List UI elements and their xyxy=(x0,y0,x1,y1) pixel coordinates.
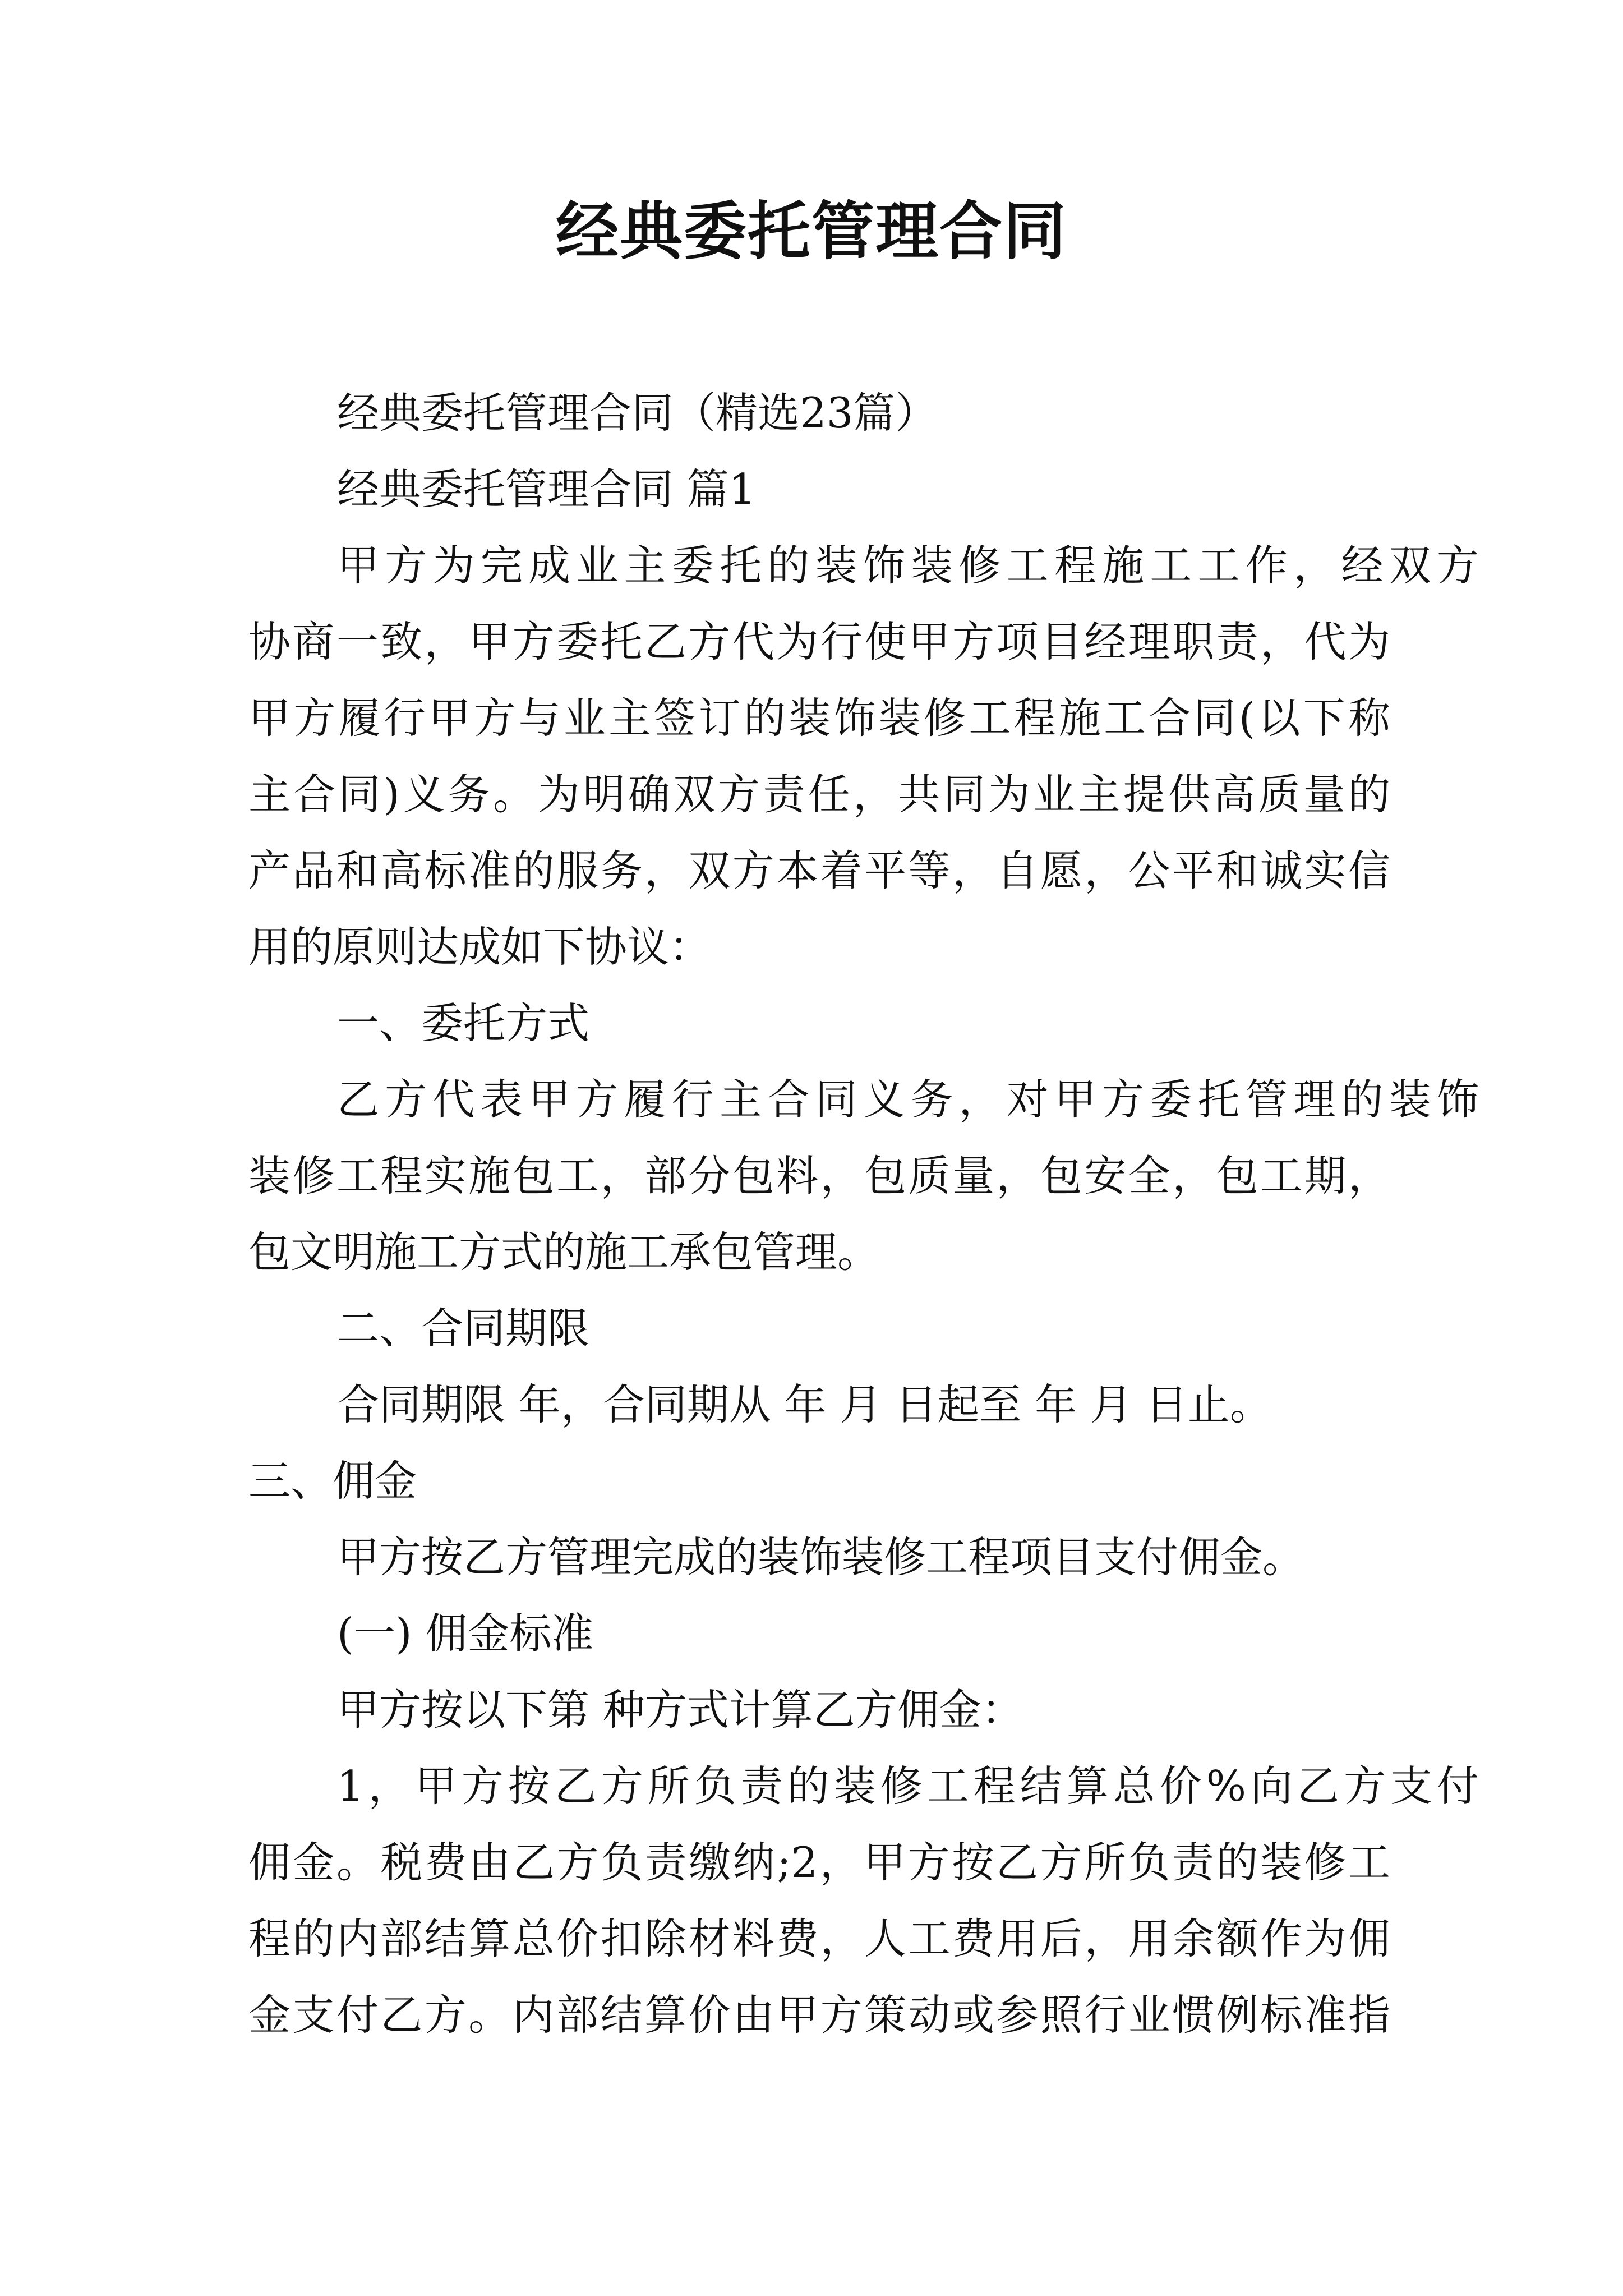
document-title: 经典委托管理合同 xyxy=(556,195,1067,268)
section-heading-entrust-method: 一、委托方式 xyxy=(337,999,590,1048)
paragraph-line: 用的原则达成如下协议： xyxy=(248,922,712,972)
section-heading-commission: 三、佣金 xyxy=(248,1456,417,1506)
paragraph-line: 产品和高标准的服务，双方本着平等，自愿，公平和诚实信 xyxy=(248,846,1390,895)
document-body xyxy=(248,375,1479,2053)
paragraph-line: 1，甲方按乙方所负责的装修工程结算总价%向乙方支付 xyxy=(337,1761,1479,1811)
subsection-heading-commission-standard: (一) 佣金标准 xyxy=(337,1609,594,1658)
paragraph-line: 佣金。税费由乙方负责缴纳;2，甲方按乙方所负责的装修工 xyxy=(248,1838,1390,1887)
paragraph-line: 协商一致，甲方委托乙方代为行使甲方项目经理职责，代为 xyxy=(248,617,1390,666)
paragraph-line: 合同期限 年，合同期从 年 月 日起至 年 月 日止。 xyxy=(337,1380,1272,1429)
subtitle-line: 经典委托管理合同（精选23篇） xyxy=(337,388,938,438)
section-heading-contract-term: 二、合同期限 xyxy=(337,1304,590,1353)
paragraph-line: 甲方按以下第 种方式计算乙方佣金： xyxy=(337,1685,1023,1734)
paragraph-line: 程的内部结算总价扣除材料费，人工费用后，用余额作为佣 xyxy=(248,1914,1390,1963)
paragraph-line: 甲方按乙方管理完成的装饰装修工程项目支付佣金。 xyxy=(337,1533,1305,1582)
paragraph-line: 主合同)义务。为明确双方责任，共同为业主提供高质量的 xyxy=(248,770,1390,819)
paragraph-line: 金支付乙方。内部结算价由甲方策动或参照行业惯例标准指 xyxy=(248,1990,1390,2040)
paragraph-line: 装修工程实施包工，部分包料，包质量，包安全，包工期， xyxy=(248,1151,1390,1200)
paragraph-line: 甲方为完成业主委托的装饰装修工程施工工作，经双方 xyxy=(337,541,1479,590)
paragraph-line: 乙方代表甲方履行主合同义务，对甲方委托管理的装饰 xyxy=(337,1075,1479,1124)
section-heading-part-1: 经典委托管理合同 篇1 xyxy=(337,464,756,514)
paragraph-line: 甲方履行甲方与业主签订的装饰装修工程施工合同(以下称 xyxy=(248,693,1390,743)
paragraph-line: 包文明施工方式的施工承包管理。 xyxy=(248,1227,880,1277)
